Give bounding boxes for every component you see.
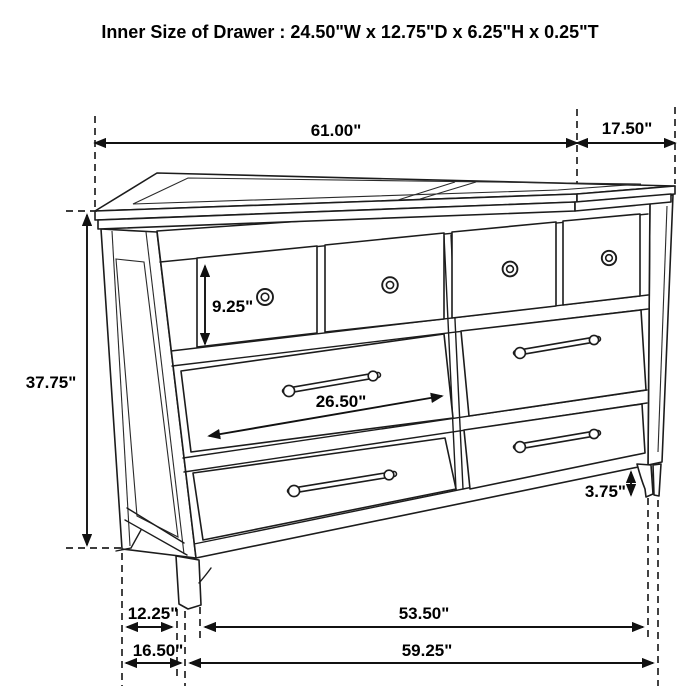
dim-top-depth [577,107,675,184]
dresser-illustration [95,173,675,609]
dim-side-base-depth [126,641,183,663]
front-left-leg [176,556,201,609]
dim-label-top-drawer-height: 9.25" [212,297,254,316]
dim-label-middle-drawer-width: 26.50" [315,392,367,411]
dim-label-front-leg-span: 53.50" [398,604,450,623]
dim-label-side-leg-spacing: 12.25" [127,604,179,623]
rear-right-leg [653,464,661,496]
dim-label-side-base-depth: 16.50" [132,641,184,660]
dim-front-leg-span [205,604,643,627]
dim-label-top-width: 61.00" [310,121,362,140]
dim-label-leg-height: 3.75" [584,482,626,501]
dim-label-top-depth: 17.50" [601,119,653,138]
drawer-knob-icon [382,277,398,293]
drawer-knob-icon [503,262,518,277]
dresser-right-side [648,195,673,465]
dim-base-width [190,641,653,663]
dim-label-overall-height: 37.75" [25,373,77,392]
dim-label-base-width: 59.25" [401,641,453,660]
drawer-knob-icon [257,289,273,305]
drawer-knob-icon [602,251,616,265]
dim-side-leg-spacing [127,604,178,627]
front-left-leg-taper [199,568,211,583]
page-title: Inner Size of Drawer : 24.50"W x 12.75"D x 6.25"H x 0.25"T [101,22,599,42]
right-side-panel [648,195,673,465]
front-right-leg [637,464,653,497]
